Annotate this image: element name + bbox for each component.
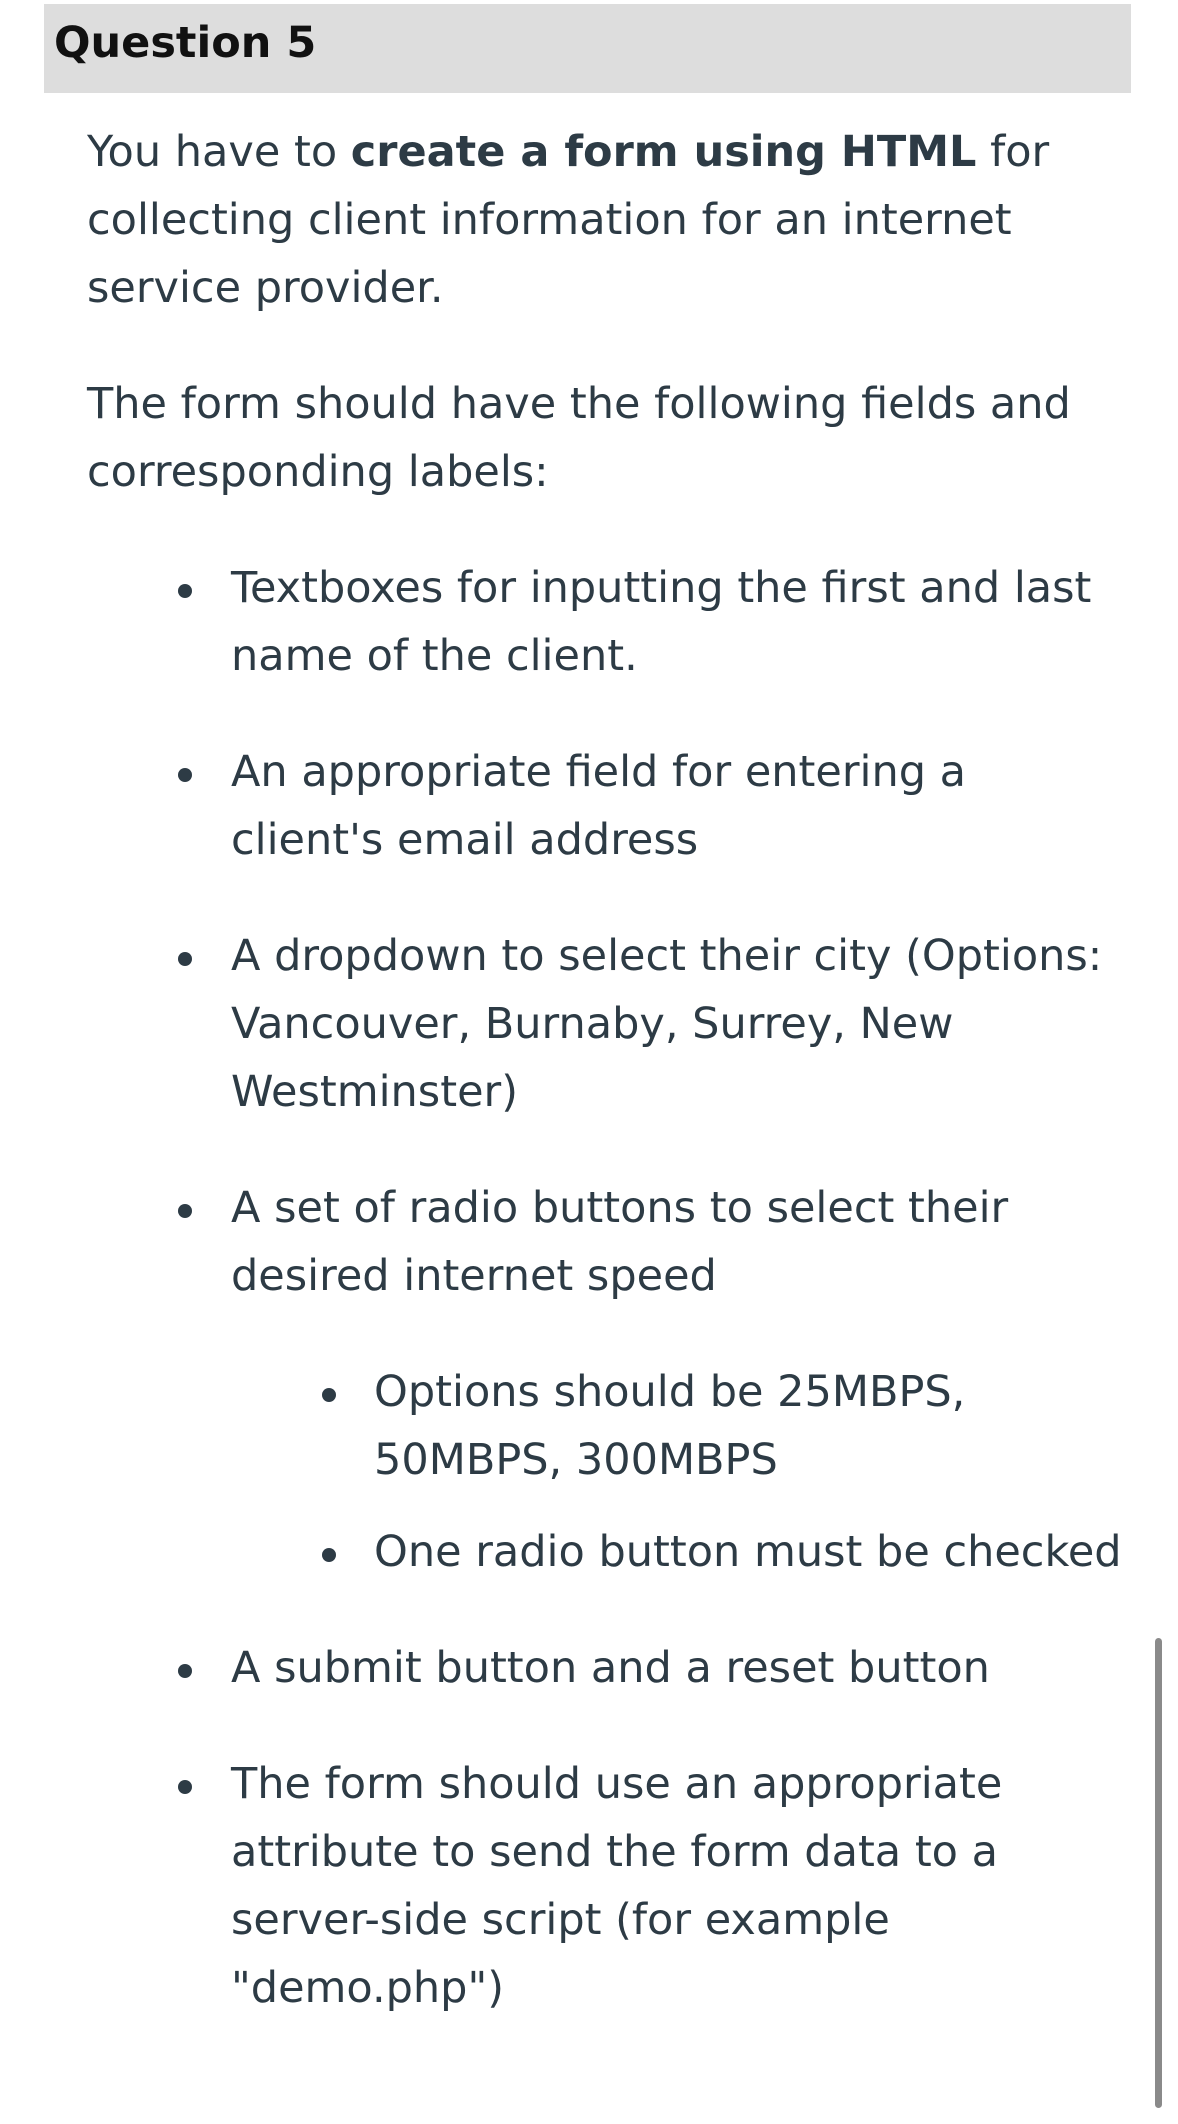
fields-intro-paragraph: The form should have the following fields and corresponding labels: (87, 379, 1071, 497)
intro-text-before: You have to (87, 127, 351, 177)
sub-list-item (231, 1518, 1131, 1586)
requirement-text: Textboxes for inputting the first and last name of the client. (231, 563, 1092, 681)
intro-text-after: for collecting client information for an internet service provider. (87, 127, 1050, 313)
intro-paragraph (87, 118, 1131, 322)
bullet-icon (322, 1548, 336, 1562)
requirement-text: A dropdown to select their city (Options: Vancouver, Burnaby, Surrey, New Westminster) (231, 931, 1103, 1117)
bullet-icon (178, 768, 192, 782)
intro-bold-text: create a form using HTML (350, 127, 977, 177)
bullet-icon (178, 1204, 192, 1218)
bullet-icon (178, 1780, 192, 1794)
list-item (87, 738, 1131, 874)
question-header (44, 4, 1131, 93)
list-item (87, 1634, 1131, 1702)
list-item (87, 1750, 1131, 2022)
speed-detail-text: Options should be 25MBPS, 50MBPS, 300MBPS (374, 1367, 966, 1485)
bullet-icon (178, 952, 192, 966)
question-title: Question 5 (54, 18, 317, 68)
speed-detail-text: One radio button must be checked (374, 1527, 1122, 1577)
list-item (87, 554, 1131, 690)
requirement-text: The form should use an appropriate attribute to send the form data to a server-side script (for example "demo.php") (231, 1759, 1003, 2013)
bullet-icon (178, 1664, 192, 1678)
bullet-icon (322, 1388, 336, 1402)
requirement-text: A submit button and a reset button (231, 1643, 990, 1693)
list-item (87, 1174, 1131, 1586)
vertical-scrollbar[interactable] (1155, 1638, 1162, 2108)
speed-details-list (231, 1358, 1131, 1586)
bullet-icon (178, 584, 192, 598)
list-item (87, 922, 1131, 1126)
requirements-list (87, 554, 1131, 2022)
sub-list-item (231, 1358, 1131, 1494)
question-body (87, 118, 1131, 2070)
requirement-text: An appropriate field for entering a client's email address (231, 747, 967, 865)
requirement-text: A set of radio buttons to select their desired internet speed (231, 1183, 1009, 1301)
